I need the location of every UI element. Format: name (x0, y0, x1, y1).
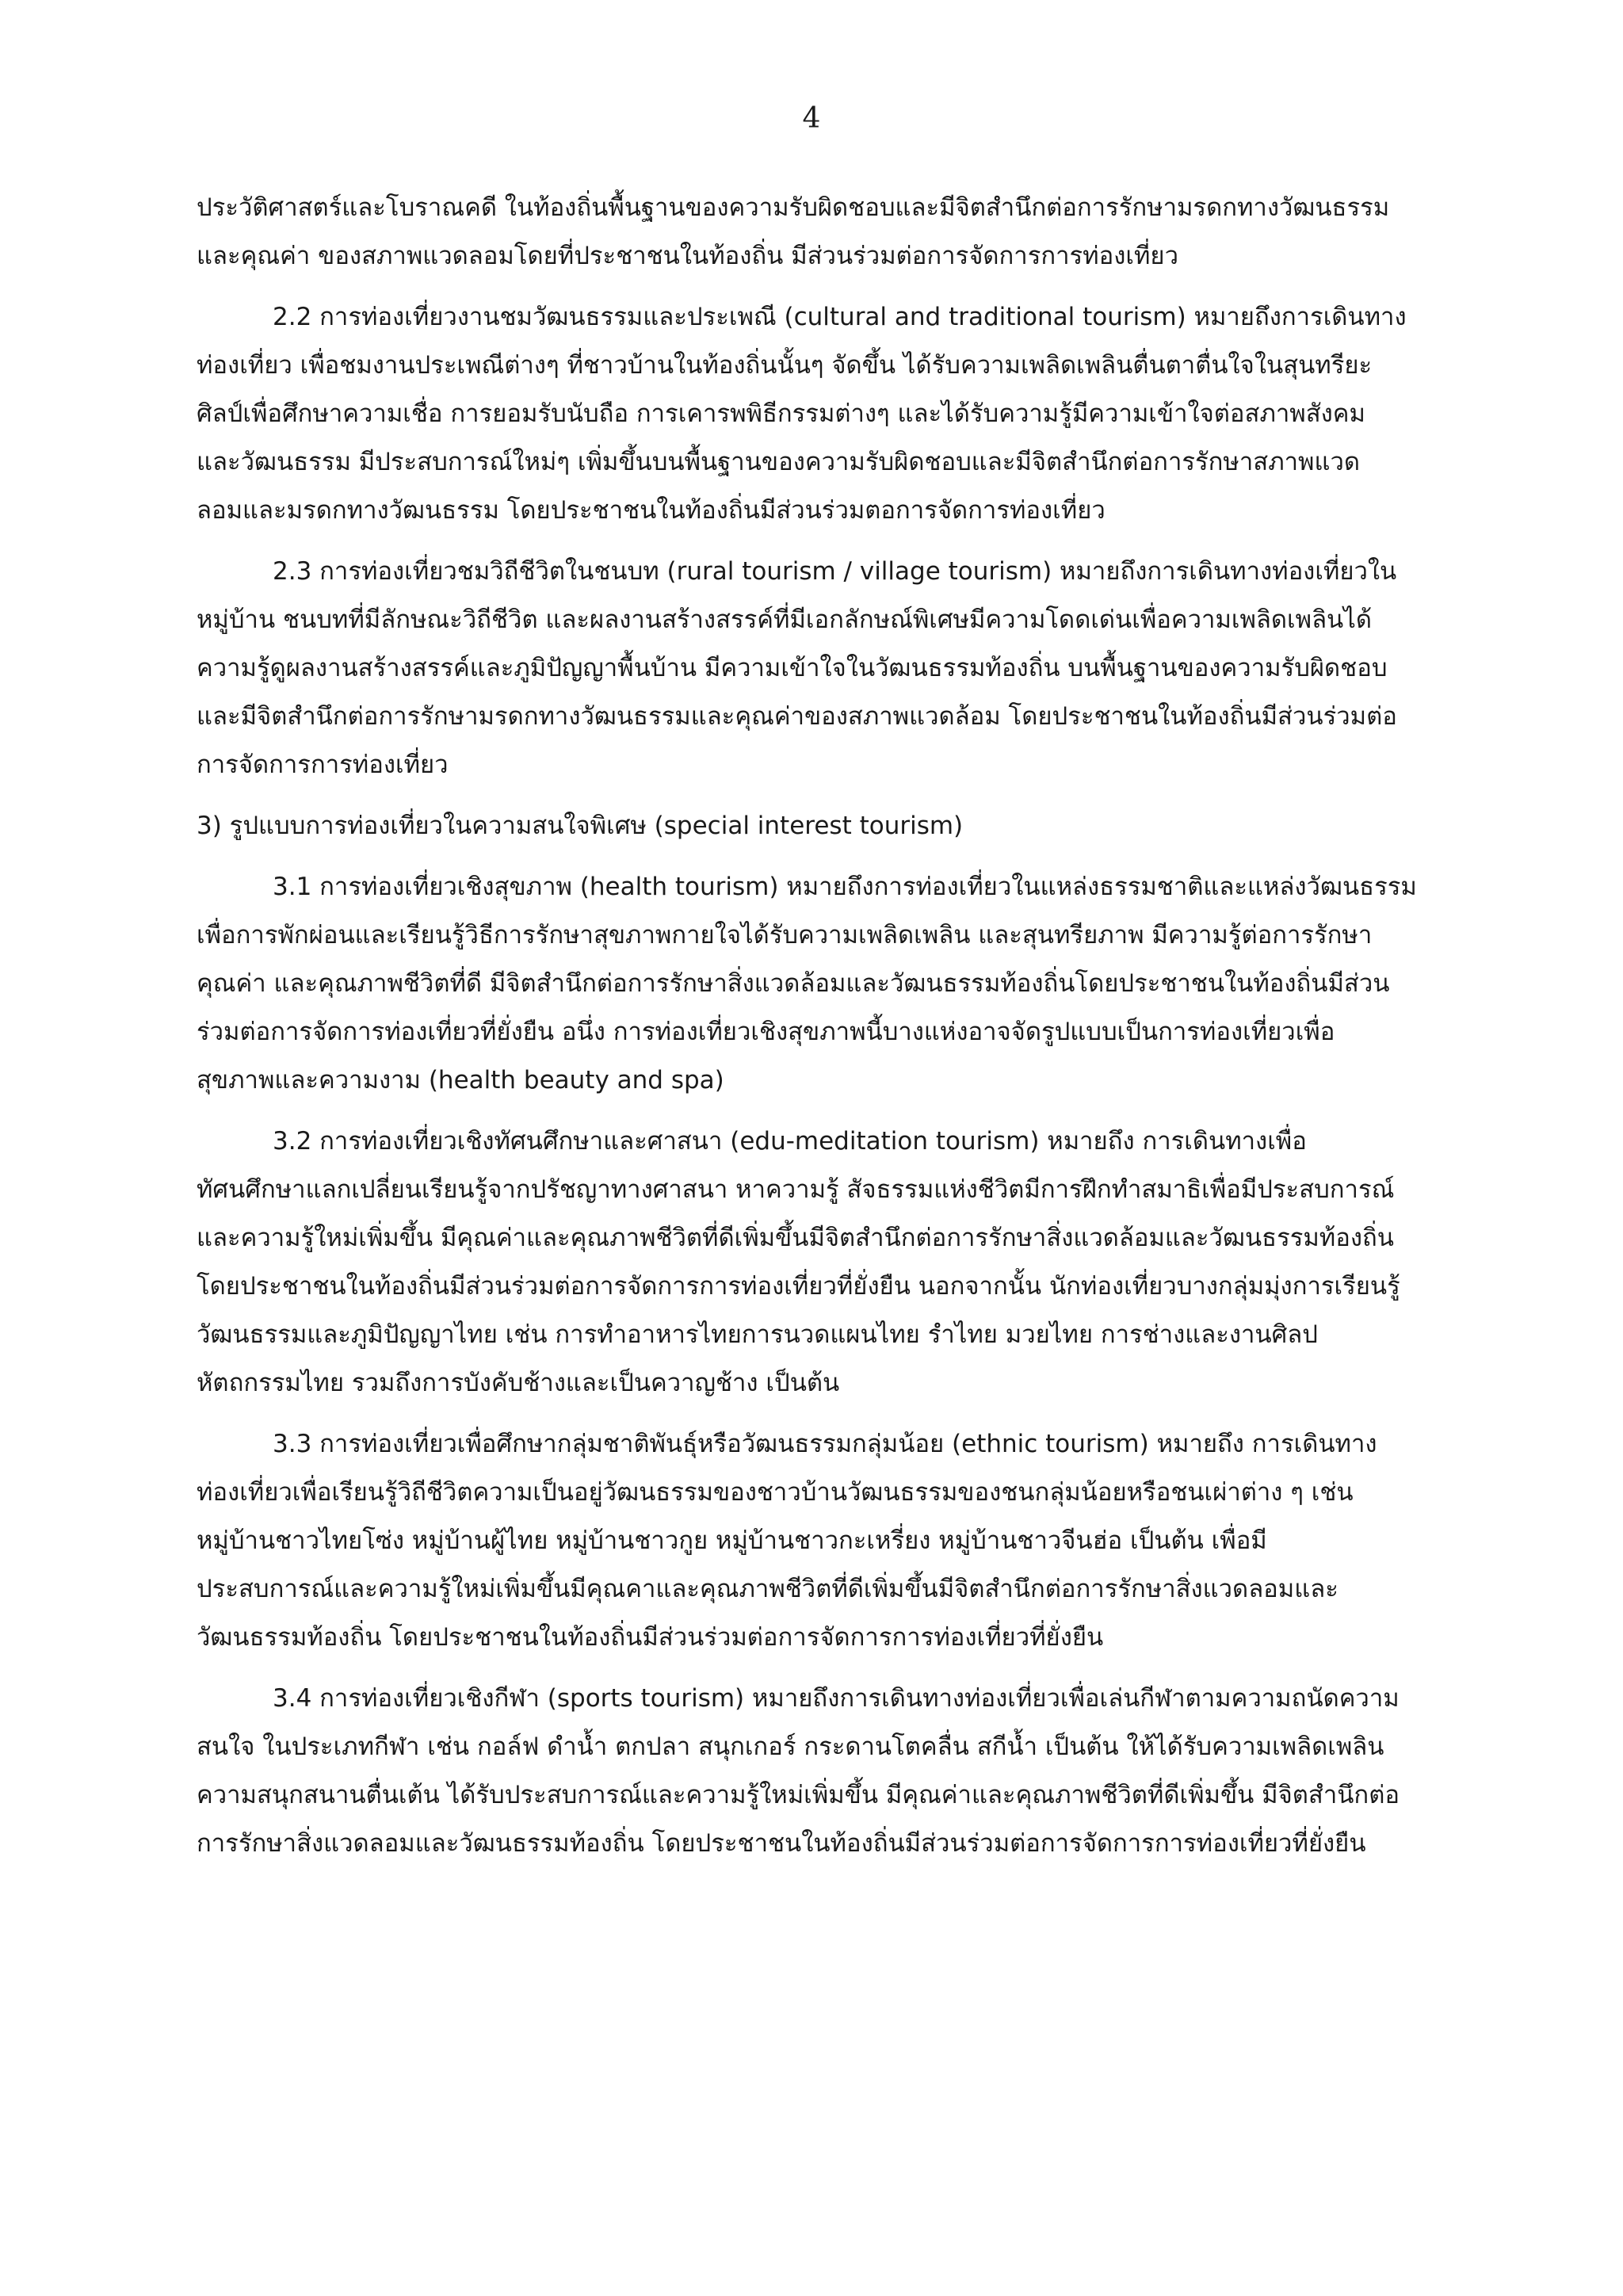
text-line: ท่องเที่ยวเพื่อเรียนรู้วิถีชีวิตความเป็นอยู่วัฒนธรรมของชาวบ้านวัฒนธรรมของชนกลุ่มน้อยหรือชนเผ่าต่าง ๆ เช่น (197, 1478, 1354, 1507)
text-line: 3.3 การท่องเที่ยวเพื่อศึกษากลุ่มชาติพันธุ์หรือวัฒนธรรมกลุ่มน้อย (ethnic tourism) หมายถึง การเดินทาง (273, 1430, 1377, 1458)
text-line: 3.2 การท่องเที่ยวเชิงทัศนศึกษาและศาสนา (edu-meditation tourism) หมายถึง การเดินทางเพื่อ (273, 1127, 1307, 1156)
text-line: ความรู้ดูผลงานสร้างสรรค์และภูมิปัญญาพื้นบ้าน มีความเข้าใจในวัฒนธรรมท้องถิ่น บนพื้นฐานของความรับผิดชอบ (197, 654, 1388, 682)
text-line: และวัฒนธรรม มีประสบการณ์ใหม่ๆ เพิ่มขึ้นบนพื้นฐานของความรับผิดชอบและมีจิตสำนึกต่อการรักษาสภาพแวด (197, 448, 1360, 476)
document-body (197, 184, 1472, 1881)
text-line: 2.2 การท่องเที่ยวงานชมวัฒนธรรมและประเพณี (cultural and traditional tourism) หมายถึงการเดินทาง (273, 303, 1407, 331)
text-line: และความรู้ใหม่เพิ่มขึ้น มีคุณค่าและคุณภาพชีวิตที่ดีเพิ่มขึ้นมีจิตสำนึกต่อการรักษาสิ่งแวดล้อมและวัฒนธรรมท้องถิ่น (197, 1224, 1394, 1252)
paragraph-continuation (197, 184, 1472, 281)
text-line: ลอมและมรดกทางวัฒนธรรม โดยประชาชนในท้องถิ่นมีส่วนร่วมตอการจัดการท่องเที่ยว (197, 496, 1106, 525)
text-line: ประสบการณ์และความรู้ใหม่เพิ่มขึ้นมีคุณคาและคุณภาพชีวิตที่ดีเพิ่มขึ้นมีจิตสำนึกต่อการรักษาสิ่งแวดลอมและ (197, 1575, 1338, 1603)
text-line: และคุณค่า ของสภาพแวดลอมโดยที่ประชาชนในท้องถิ่น มีส่วนร่วมต่อการจัดการการท่องเที่ยว (197, 242, 1178, 270)
text-line: ร่วมต่อการจัดการท่องเที่ยวที่ยั่งยืน อนึ่ง การท่องเที่ยวเชิงสุขภาพนี้บางแห่งอาจจัดรูปแบบเป็นการท่องเที่ยวเพื่อ (197, 1018, 1335, 1046)
text-line: การรักษาสิ่งแวดลอมและวัฒนธรรมท้องถิ่น โดยประชาชนในท้องถิ่นมีส่วนร่วมต่อการจัดการการท่องเที่ยวที่ยั่งยืน (197, 1829, 1366, 1858)
paragraph-3-4 (197, 1675, 1472, 1868)
text-line: การจัดการการท่องเที่ยว (197, 751, 449, 779)
text-line: สนใจ ในประเภทกีฬา เช่น กอล์ฟ ดำน้ำ ตกปลา สนุกเกอร์ กระดานโตคลื่น สกีน้ำ เป็นต้น ให้ได้รับความเพลิดเพลิน (197, 1733, 1384, 1761)
text-line: 3.1 การท่องเที่ยวเชิงสุขภาพ (health tourism) หมายถึงการท่องเที่ยวในแหล่งธรรมชาติและแหล่งวัฒนธรรม (273, 873, 1417, 901)
paragraph-2-3 (197, 548, 1472, 789)
paragraph-2-2 (197, 293, 1472, 535)
text-line: หมู่บ้านชาวไทยโซ่ง หมู่บ้านผู้ไทย หมู่บ้านชาวกูย หมู่บ้านชาวกะเหรี่ยง หมู่บ้านชาวจีนฮ่อ เป็นต้น เพื่อมี (197, 1526, 1267, 1555)
text-line: เพื่อการพักผ่อนและเรียนรู้วิธีการรักษาสุขภาพกายใจได้รับความเพลิดเพลิน และสุนทรียภาพ มีความรู้ต่อการรักษา (197, 921, 1373, 949)
paragraph-3-1 (197, 863, 1472, 1105)
text-line: สุขภาพและความงาม (health beauty and spa) (197, 1066, 724, 1095)
text-line: หมู่บ้าน ชนบทที่มีลักษณะวิถีชีวิต และผลงานสร้างสรรค์ที่มีเอกลักษณ์พิเศษมีความโดดเด่นเพื่อความเพลิดเพลินได้ (197, 606, 1372, 634)
text-line: 3.4 การท่องเที่ยวเชิงกีฬา (sports tourism) หมายถึงการเดินทางท่องเที่ยวเพื่อเล่นกีฬาตามความถนัดความ (273, 1684, 1400, 1713)
text-line: และมีจิตสำนึกต่อการรักษามรดกทางวัฒนธรรมและคุณค่าของสภาพแวดล้อม โดยประชาชนในท้องถิ่นมีส่วนร่วมต่อ (197, 702, 1397, 731)
section-heading (197, 802, 1472, 850)
text-line: ประวัติศาสตร์และโบราณคดี ในท้องถิ่นพื้นฐานของความรับผิดชอบและมีจิตสำนึกต่อการรักษามรดกทางวัฒนธรรม (197, 193, 1390, 222)
text-line: ศิลป์เพื่อศึกษาความเชื่อ การยอมรับนับถือ การเคารพพิธีกรรมต่างๆ และได้รับความรู้มีความเข้าใจต่อสภาพสังคม (197, 399, 1365, 428)
paragraph-3-3 (197, 1420, 1472, 1662)
text-line: โดยประชาชนในท้องถิ่นมีส่วนร่วมต่อการจัดการการท่องเที่ยวที่ยั่งยืน นอกจากนั้น นักท่องเที่ยวบางกลุ่มมุ่งการเรียนรู้ (197, 1272, 1400, 1301)
text-line: ท่องเที่ยว เพื่อชมงานประเพณีต่างๆ ที่ชาวบ้านในท้องถิ่นนั้นๆ จัดขึ้น ได้รับความเพลิดเพลินตื่นตาตื่นใจในสุนทรียะ (197, 351, 1373, 380)
text-line: ความสนุกสนานตื่นเต้น ได้รับประสบการณ์และความรู้ใหม่เพิ่มขึ้น มีคุณค่าและคุณภาพชีวิตที่ดีเพิ่มขึ้น มีจิตสำนึกต่อ (197, 1781, 1400, 1809)
text-line: 2.3 การท่องเที่ยวชมวิถีชีวิตในชนบท (rural tourism / village tourism) หมายถึงการเดินทางท่องเที่ยวใน (273, 557, 1397, 586)
text-line: วัฒนธรรมท้องถิ่น โดยประชาชนในท้องถิ่นมีส่วนร่วมต่อการจัดการการท่องเที่ยวที่ยั่งยืน (197, 1623, 1104, 1652)
page-number: 4 (802, 102, 821, 135)
text-line: ทัศนศึกษาแลกเปลี่ยนเรียนรู้จากปรัชญาทางศาสนา หาความรู้ สัจธรรมแห่งชีวิตมีการฝึกทำสมาธิเพื่อมีประสบการณ์ (197, 1175, 1395, 1204)
section-heading-text: 3) รูปแบบการท่องเที่ยวในความสนใจพิเศษ (special interest tourism) (197, 812, 964, 840)
text-line: คุณค่า และคุณภาพชีวิตที่ดี มีจิตสำนึกต่อการรักษาสิ่งแวดล้อมและวัฒนธรรมท้องถิ่นโดยประชาชนในท้องถิ่นมีส่วน (197, 969, 1390, 998)
text-line: วัฒนธรรมและภูมิปัญญาไทย เช่น การทำอาหารไทยการนวดแผนไทย รำไทย มวยไทย การช่างและงานศิลป (197, 1320, 1318, 1349)
text-line: หัตถกรรมไทย รวมถึงการบังคับช้างและเป็นควาญช้าง เป็นต้น (197, 1369, 840, 1397)
paragraph-3-2 (197, 1117, 1472, 1408)
